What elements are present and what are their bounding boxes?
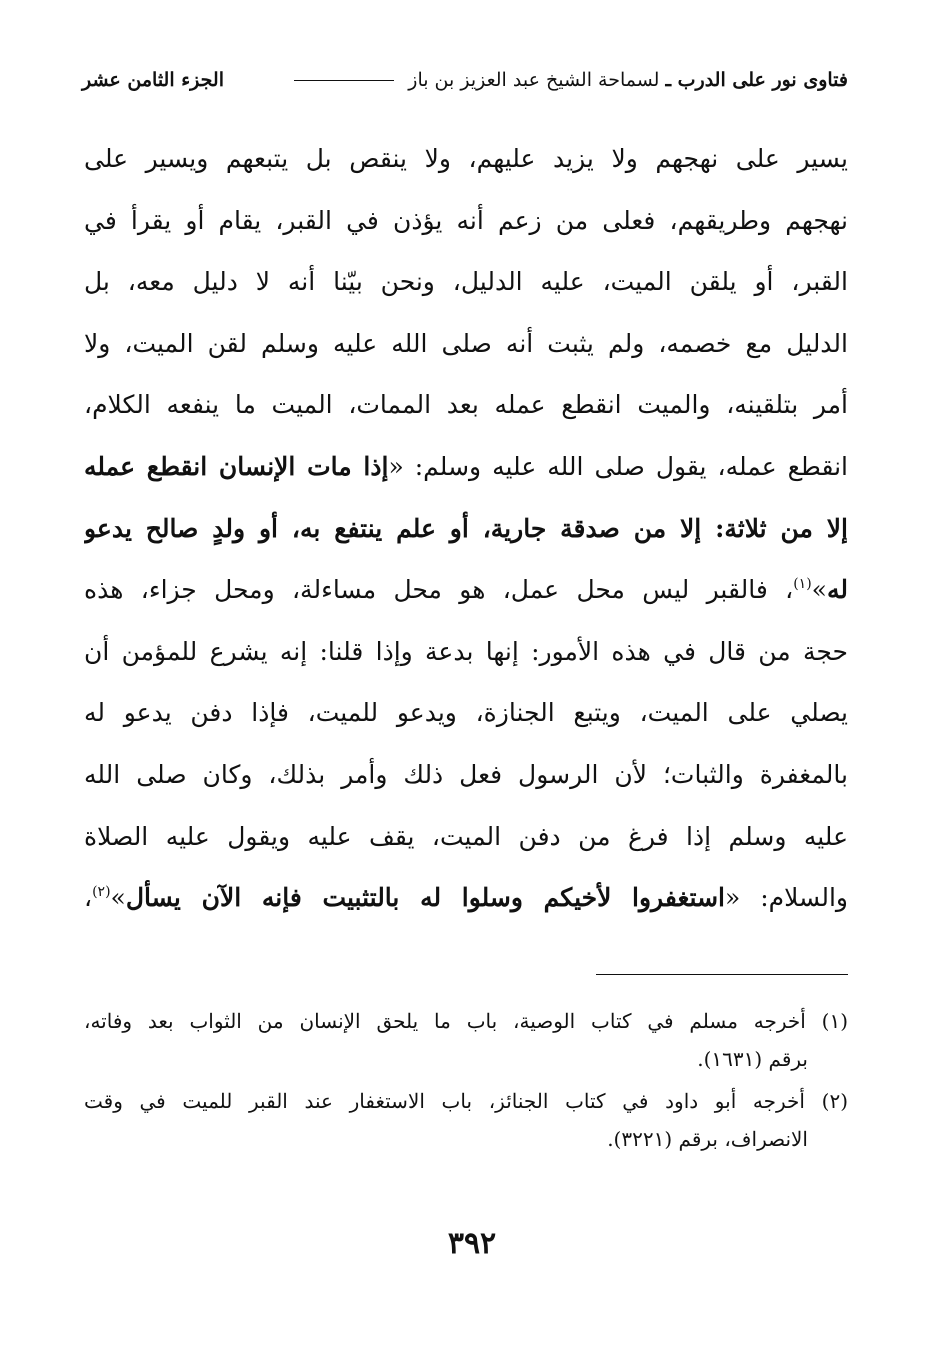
footnote-ref-1: (١): [793, 576, 812, 593]
footnote-ref-2: (٢): [92, 884, 111, 901]
body-text-run: بالمغفرة والثبات؛ لأن الرسول فعل ذلك وأمر بذلك، وكان صلى الله: [84, 759, 848, 789]
body-line: [84, 806, 848, 868]
body-text-run: أمر بتلقينه، والميت انقطع عمله بعد الممات، الميت ما ينفعه الكلام،: [84, 390, 848, 420]
header-book-author: [288, 69, 848, 91]
body-line: [84, 190, 848, 252]
body-text-run: عليه وسلم إذا فرغ من دفن الميت، يقف عليه ويقول عليه الصلاة: [84, 821, 848, 851]
body-line: [84, 682, 848, 744]
body-line: [84, 621, 848, 683]
body-line: [84, 313, 848, 375]
body-text-run: الدليل مع خصمه، ولم يثبت أنه صلى الله عليه وسلم لقن الميت، ولا: [84, 328, 848, 358]
body-text-run: يسير على نهجهم ولا يزيد عليهم، ولا ينقص بل يتبعهم ويسير على: [84, 144, 848, 173]
body-line: [84, 436, 848, 498]
page-number: ٣٩٢: [447, 1226, 497, 1261]
body-text-run: والسلام: «: [725, 883, 848, 913]
header-volume: الجزء الثامن عشر: [82, 69, 224, 91]
body-text-run: انقطع عمله، يقول صلى الله عليه وسلم: «: [388, 451, 848, 481]
quote-close: »: [110, 883, 126, 913]
footnote-2-line-2: الانصراف، برقم (٣٢٢١).: [607, 1127, 808, 1151]
quote-close: »: [811, 575, 827, 605]
body-line: [84, 559, 848, 621]
body-line: [84, 251, 848, 313]
body-text-run: نهجهم وطريقهم، فعلى من زعم أنه يؤذن في القبر، يقام أو يقرأ في: [84, 205, 848, 235]
body-text-run: يصلي على الميت، ويتبع الجنازة، ويدعو للميت، فإذا دفن يدعو له: [84, 698, 848, 728]
footnote-1-line-1: (١) أخرجه مسلم في كتاب الوصية، باب ما يلحق الإنسان من الثواب بعد وفاته،: [84, 1009, 848, 1033]
header-author: لسماحة الشيخ عبد العزيز بن باز: [408, 69, 660, 91]
header-rule: [294, 80, 394, 81]
header-book-title: فتاوى نور على الدرب ـ: [665, 69, 848, 91]
body-text-run: ،: [84, 883, 93, 913]
footnote-1-line-2: برقم (١٦٣١).: [697, 1047, 808, 1071]
hadith-quote-bold: استغفروا لأخيكم وسلوا له بالتثبيت فإنه الآن يسأل: [125, 883, 725, 913]
hadith-quote-bold: إلا من ثلاثة: إلا من صدقة جارية، أو علم ينتفع به، أو ولدٍ صالح يدعو: [84, 513, 848, 543]
body-line: [84, 744, 848, 806]
body-text-run: القبر، أو يلقن الميت، عليه الدليل، ونحن بيّنا أنه لا دليل معه، بل: [84, 267, 848, 297]
footnotes: [84, 1002, 848, 1158]
hadith-quote-bold: إذا مات الإنسان انقطع عمله: [84, 451, 389, 481]
body-line: [84, 498, 848, 560]
body-line: [84, 128, 848, 190]
body-text: [84, 128, 848, 929]
footnote-separator: [596, 974, 848, 975]
footnote-2-line-1: (٢) أخرجه أبو داود في كتاب الجنائز، باب الاستغفار عند القبر للميت في وقت: [84, 1089, 848, 1113]
body-text-run: حجة من قال في هذه الأمور: إنها بدعة وإذا قلنا: إنه يشرع للمؤمن أن: [84, 636, 848, 666]
body-line: [84, 867, 848, 929]
body-line: [84, 374, 848, 436]
body-text-run: ، فالقبر ليس محل عمل، هو محل مساءلة، ومحل جزاء، هذه: [84, 575, 794, 605]
hadith-quote-bold: له: [826, 575, 848, 605]
running-header: [82, 62, 848, 98]
